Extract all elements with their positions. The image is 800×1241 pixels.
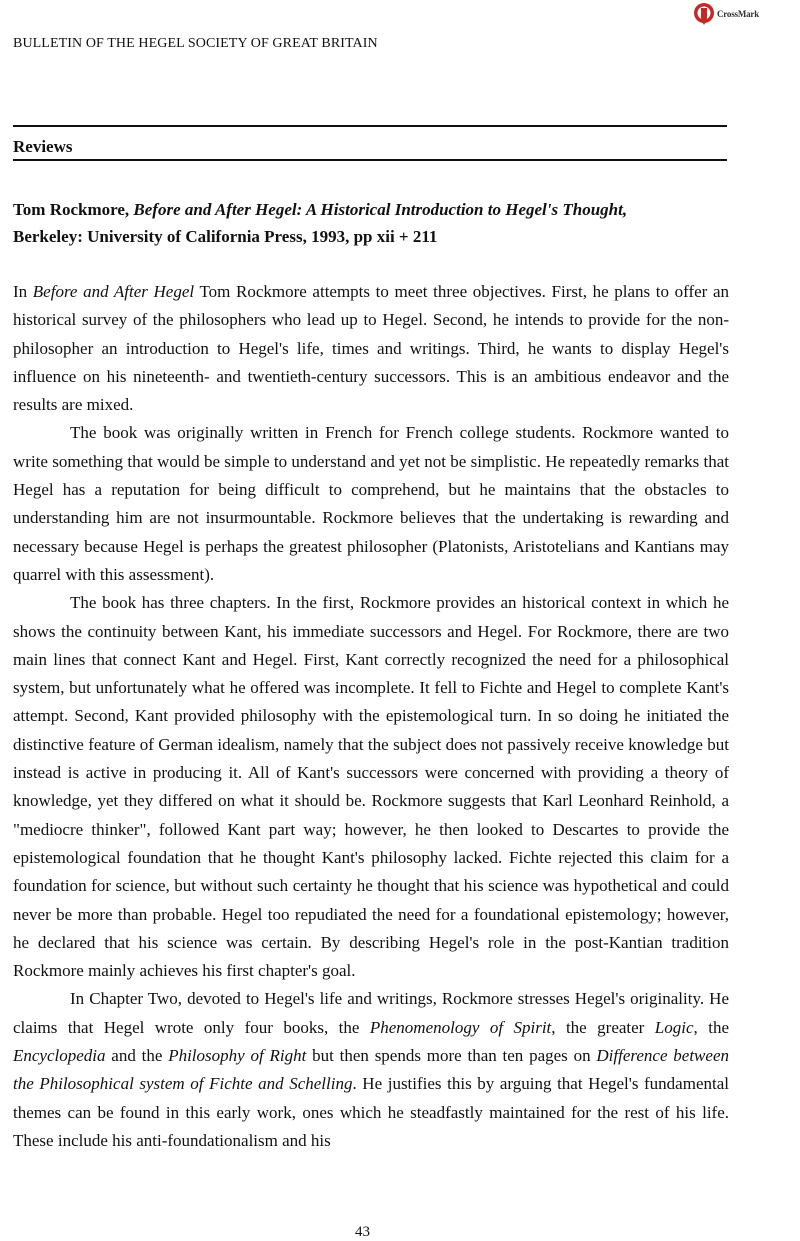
paragraph-text: but then spends more than ten pages on — [306, 1046, 597, 1066]
book-title-italic: Logic — [654, 1017, 694, 1037]
review-publisher: Berkeley: University of California Press, 1993, pp xii + 211 — [13, 227, 438, 246]
book-title-italic: Phenomenology of Spirit — [369, 1017, 552, 1037]
paragraph-text: In Chapter Two, devoted to Hegel's life and writings, Rockmore stresses Hegel's originality. He claims that Hegel wrote only four books, the — [13, 989, 729, 1037]
paragraph-4 — [13, 985, 729, 1155]
section-heading: Reviews — [13, 137, 73, 156]
page-number: 43 — [355, 1224, 370, 1240]
paragraph-3: The book has three chapters. In the first, Rockmore provides an historical context in which he shows the continuity between Kant, his immediate successors and Hegel. For Rockmore, there are two main lines that connect Kant and Hegel. First, Kant correctly recognized the need for a philosophical system, but unfortunately what he offered was incomplete. It fell to Fichte and Hegel to complete Kant's attempt. Second, Kant provided philosophy with the epistemological turn. In so doing he initiated the distinctive feature of German idealism, namely that the subject does not passively receive knowledge but instead is active in producing it. All of Kant's successors were concerned with providing a theory of knowledge, yet they differed on what it should be. Rockmore suggests that Karl Leonhard Reinhold, a "mediocre thinker", followed Kant part way; however, he then looked to Descartes to provide the epistemological foundation that he thought Kant's philosophy lacked. Fichte rejected this claim for a foundation for science, but without such certainty he thought that his science was hypothetical and could never be more than probable. Hegel too repudiated the need for a foundational epistemology; however, he declared that his science was certain. By describing Hegel's role in the post-Kantian tradition Rockmore mainly achieves his first chapter's goal. — [13, 593, 729, 981]
review-author: Tom Rockmore, — [13, 200, 130, 219]
paragraph-2: The book was originally written in French for French college students. Rockmore wanted to write something that would be simple to understand and yet not be simplistic. He repeatedly remarks that Hegel has a reputation for being difficult to comprehend, but he maintains that the obstacles to understanding him are not insurmountable. Rockmore believes that the undertaking is rewarding and necessary because Hegel is perhaps the greatest philosopher (Platonists, Aristotelians and Kantians may quarrel with this assessment). — [13, 423, 729, 584]
paragraph-text: , the greater — [551, 1017, 655, 1037]
paragraph-text: In — [13, 282, 33, 301]
book-title-italic: Difference between the Philosophical system of Fichte and Schelling — [13, 1046, 729, 1094]
paragraph-1 — [13, 278, 729, 419]
crossmark-badge[interactable] — [693, 2, 759, 26]
paragraph-text: Tom Rockmore attempts to meet three objectives. First, he plans to offer an historical survey of the philosophers who lead up to Hegel. Second, he intends to provide for the non-philosopher an introduction to Hegel's life, times and writings. Third, he wants to display Hegel's influence on his nineteenth- and twentieth-century successors. This is an ambitious endeavor and the results are mixed. — [13, 282, 729, 415]
section-rule-bottom — [13, 159, 727, 161]
review-book-title: Before and After Hegel: A Historical Introduction to Hegel's Thought, — [133, 200, 628, 219]
section-rule-top — [13, 125, 727, 127]
crossmark-icon — [693, 2, 715, 26]
book-title-italic: Philosophy of Right — [168, 1046, 307, 1066]
crossmark-label: CrossMark — [717, 9, 760, 19]
book-title-italic: Before and After Hegel — [32, 282, 195, 301]
paragraph-text: , the — [693, 1017, 729, 1037]
book-title-italic: Encyclopedia — [13, 1046, 106, 1066]
review-body — [13, 278, 729, 1155]
paragraph-text: . He justifies this by arguing that Hegel's fundamental themes can be found in this early work, ones which he steadfastly maintained for the rest of his life. These include his anti-foundationalism and his — [13, 1074, 729, 1150]
review-citation — [13, 196, 729, 250]
paragraph-text: and the — [105, 1046, 169, 1066]
journal-title: BULLETIN OF THE HEGEL SOCIETY OF GREAT BRITAIN — [13, 36, 378, 51]
